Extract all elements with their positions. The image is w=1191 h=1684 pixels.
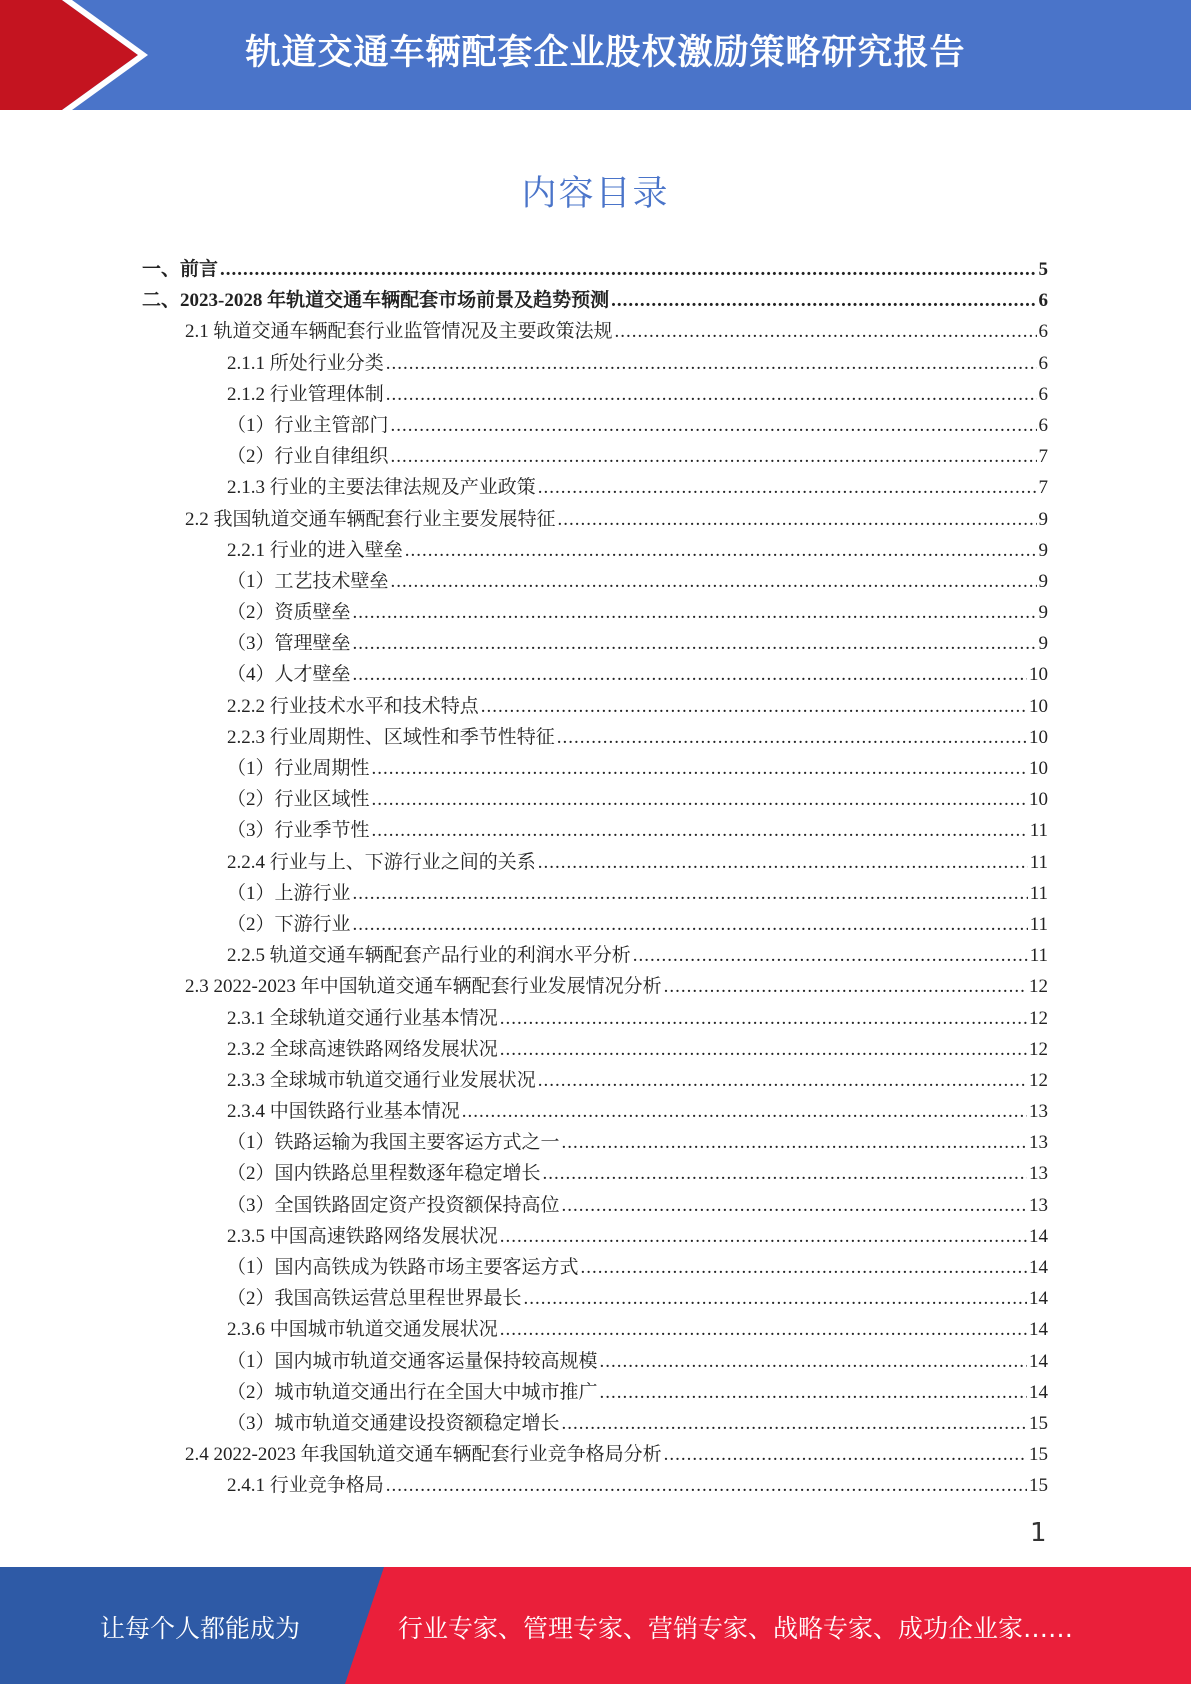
toc-entry-title: （2）行业区域性 (227, 789, 370, 811)
toc-entry-title: （1）行业主管部门 (227, 414, 389, 436)
toc-entry-page: 13 (1029, 1101, 1048, 1123)
toc-entry-title: 2.3.6 中国城市轨道交通发展状况 (227, 1319, 498, 1341)
toc-dot-leader (405, 535, 1037, 566)
page-footer (0, 1567, 1191, 1684)
toc-entry-title: 2.3.4 中国铁路行业基本情况 (227, 1101, 460, 1123)
toc-entry-title: （1）国内城市轨道交通客运量保持较高规模 (227, 1350, 598, 1372)
toc-entry[interactable] (142, 1158, 1048, 1189)
toc-dot-leader (664, 1439, 1027, 1470)
toc-entry[interactable] (142, 1408, 1048, 1439)
toc-entry-page: 9 (1038, 633, 1048, 655)
toc-entry-page: 6 (1038, 290, 1048, 312)
toc-dot-leader (524, 1283, 1027, 1314)
toc-entry-page: 11 (1029, 882, 1048, 904)
toc-entry-title: （3）全国铁路固定资产投资额保持高位 (227, 1194, 560, 1216)
toc-dot-leader (353, 597, 1037, 628)
toc-entry-page: 12 (1029, 1038, 1048, 1060)
toc-entry-title: （2）城市轨道交通出行在全国大中城市推广 (227, 1381, 598, 1403)
toc-entry-title: （1）行业周期性 (227, 758, 370, 779)
toc-entry-page: 10 (1029, 664, 1048, 686)
toc-entry-page: 13 (1029, 1194, 1048, 1216)
toc-entry-title: （3）行业季节性 (227, 820, 370, 842)
toc-entry-page: 11 (1029, 945, 1048, 967)
toc-entry[interactable] (142, 1034, 1048, 1065)
toc-entry-page: 11 (1029, 820, 1048, 842)
toc-dot-leader (386, 348, 1037, 379)
toc-entry[interactable] (142, 1470, 1048, 1501)
toc-entry[interactable] (142, 659, 1048, 690)
toc-entry[interactable] (142, 753, 1048, 784)
toc-entry-title: 2.1 轨道交通车辆配套行业监管情况及主要政策法规 (185, 321, 613, 343)
toc-dot-leader (391, 566, 1037, 597)
toc-entry-page: 14 (1029, 1257, 1048, 1278)
toc-entry[interactable] (142, 379, 1048, 410)
toc-dot-leader (600, 1346, 1027, 1377)
toc-dot-leader (633, 940, 1028, 971)
toc-entry-title: （3）城市轨道交通建设投资额稳定增长 (227, 1412, 560, 1434)
toc-entry-page: 15 (1029, 1444, 1048, 1466)
toc-entry[interactable] (142, 472, 1048, 503)
toc-entry[interactable] (142, 940, 1048, 971)
toc-entry-title: （1）铁路运输为我国主要客运方式之一 (227, 1132, 560, 1154)
toc-entry-page: 6 (1038, 383, 1048, 405)
toc-entry-page: 12 (1029, 976, 1048, 998)
toc-entry-title: 2.4 2022-2023 年我国轨道交通车辆配套行业竞争格局分析 (185, 1444, 662, 1466)
toc-dot-leader (372, 753, 1027, 784)
toc-entry[interactable] (142, 847, 1048, 878)
toc-entry-title: 2.2.2 行业技术水平和技术特点 (227, 695, 479, 717)
toc-dot-leader (538, 847, 1028, 878)
toc-entry-page: 6 (1038, 352, 1048, 374)
toc-entry[interactable] (142, 1221, 1048, 1252)
toc-dot-leader (372, 815, 1028, 846)
toc-entry-title: （4）人才壁垒 (227, 664, 351, 686)
toc-entry-title: 2.2.3 行业周期性、区域性和季节性特征 (227, 726, 555, 748)
toc-dot-leader (562, 1408, 1027, 1439)
toc-entry-page: 10 (1029, 695, 1048, 717)
toc-entry-page: 5 (1038, 259, 1048, 280)
toc-dot-leader (664, 971, 1027, 1002)
toc-entry[interactable] (142, 1377, 1048, 1408)
toc-entry[interactable] (142, 1096, 1048, 1127)
toc-entry-title: 2.2 我国轨道交通车辆配套行业主要发展特征 (185, 508, 556, 530)
toc-entry-title: 2.3 2022-2023 年中国轨道交通车辆配套行业发展情况分析 (185, 976, 662, 998)
toc-entry-title: （2）行业自律组织 (227, 446, 389, 468)
toc-entry-title: 一、前言 (142, 259, 219, 280)
toc-dot-leader (386, 379, 1037, 410)
toc-entry[interactable] (142, 348, 1048, 379)
toc-entry-page: 14 (1029, 1381, 1048, 1403)
toc-entry-page: 14 (1029, 1225, 1048, 1247)
page-number: 1 (1030, 1518, 1047, 1548)
toc-entry-title: （3）管理壁垒 (227, 633, 351, 655)
toc-entry[interactable] (142, 1283, 1048, 1314)
toc-entry-page: 12 (1029, 1007, 1048, 1029)
toc-dot-leader (500, 1034, 1027, 1065)
toc-entry-page: 10 (1029, 726, 1048, 748)
toc-entry-page: 10 (1029, 789, 1048, 811)
toc-entry-title: （1）上游行业 (227, 882, 351, 904)
toc-dot-leader (581, 1252, 1027, 1283)
toc-entry-page: 15 (1029, 1412, 1048, 1434)
toc-entry-title: 2.4.1 行业竞争格局 (227, 1475, 384, 1497)
toc-entry[interactable] (142, 254, 1048, 285)
toc-dot-leader (353, 909, 1028, 940)
toc-entry[interactable] (142, 1439, 1048, 1470)
toc-dot-leader (353, 659, 1027, 690)
toc-entry-page: 13 (1029, 1163, 1048, 1185)
toc-entry[interactable] (142, 597, 1048, 628)
toc-entry[interactable] (142, 878, 1048, 909)
toc-entry[interactable] (142, 1346, 1048, 1377)
toc-entry-title: 2.1.2 行业管理体制 (227, 383, 384, 405)
toc-dot-leader (600, 1377, 1027, 1408)
toc-entry-title: 二、2023-2028 年轨道交通车辆配套市场前景及趋势预测 (142, 290, 610, 312)
report-title: 轨道交通车辆配套企业股权激励策略研究报告 (245, 33, 966, 73)
toc-entry[interactable] (142, 1252, 1048, 1283)
toc-entry-title: 2.3.3 全球城市轨道交通行业发展状况 (227, 1069, 536, 1091)
toc-dot-leader (500, 1314, 1027, 1345)
toc-dot-leader (557, 722, 1027, 753)
toc-entry-title: 2.1.1 所处行业分类 (227, 352, 384, 374)
toc-entry-title: 2.3.2 全球高速铁路网络发展状况 (227, 1038, 498, 1060)
toc-entry[interactable] (142, 1190, 1048, 1221)
toc-entry-page: 9 (1038, 539, 1048, 561)
toc-dot-leader (391, 441, 1037, 472)
toc-entry-page: 11 (1029, 913, 1048, 935)
toc-entry-page: 11 (1029, 851, 1048, 873)
toc-entry[interactable] (142, 1003, 1048, 1034)
toc-entry-title: 2.3.5 中国高速铁路网络发展状况 (227, 1225, 498, 1247)
toc-entry[interactable] (142, 566, 1048, 597)
toc-entry-page: 6 (1038, 321, 1048, 343)
toc-entry[interactable] (142, 909, 1048, 940)
toc-dot-leader (220, 254, 1036, 285)
toc-dot-leader (538, 472, 1037, 503)
toc-entry[interactable] (142, 535, 1048, 566)
toc-dot-leader (391, 410, 1037, 441)
toc-entry-title: 2.2.5 轨道交通车辆配套产品行业的利润水平分析 (227, 945, 631, 967)
toc-entry-page: 9 (1038, 602, 1048, 624)
toc-entry[interactable] (142, 1314, 1048, 1345)
toc-entry[interactable] (142, 815, 1048, 846)
toc-entry[interactable] (142, 441, 1048, 472)
toc-entry[interactable] (142, 1065, 1048, 1096)
table-of-contents (142, 254, 1048, 1502)
toc-entry-title: （1）工艺技术壁垒 (227, 570, 389, 592)
footer-slogan-right: 行业专家、管理专家、营销专家、战略专家、成功企业家…… (398, 1614, 1074, 1643)
toc-entry[interactable] (142, 504, 1048, 535)
toc-entry-page: 14 (1029, 1350, 1048, 1372)
toc-entry-title: （2）资质壁垒 (227, 602, 351, 624)
toc-entry[interactable] (142, 1127, 1048, 1158)
toc-entry-page: 9 (1038, 508, 1048, 530)
footer-slogan-left: 让每个人都能成为 (99, 1614, 300, 1643)
toc-heading: 内容目录 (521, 174, 670, 214)
toc-entry-page: 7 (1038, 446, 1048, 468)
toc-entry-page: 14 (1029, 1288, 1048, 1310)
toc-dot-leader (543, 1158, 1027, 1189)
toc-entry-title: 2.2.1 行业的进入壁垒 (227, 539, 403, 561)
toc-dot-leader (538, 1065, 1027, 1096)
toc-dot-leader (562, 1127, 1027, 1158)
toc-entry-title: （2）国内铁路总里程数逐年稳定增长 (227, 1163, 541, 1185)
toc-entry-title: 2.1.3 行业的主要法律法规及产业政策 (227, 477, 536, 499)
toc-entry[interactable] (142, 784, 1048, 815)
toc-dot-leader (562, 1190, 1027, 1221)
page-header (0, 0, 1191, 110)
toc-entry-page: 7 (1038, 477, 1048, 499)
toc-dot-leader (481, 691, 1027, 722)
toc-dot-leader (500, 1221, 1027, 1252)
toc-entry-title: （2）下游行业 (227, 913, 351, 935)
toc-dot-leader (558, 504, 1037, 535)
toc-entry[interactable] (142, 691, 1048, 722)
toc-entry-page: 6 (1038, 414, 1048, 436)
toc-entry-title: （2）我国高铁运营总里程世界最长 (227, 1288, 522, 1310)
toc-dot-leader (353, 628, 1037, 659)
toc-entry-page: 14 (1029, 1319, 1048, 1341)
toc-entry-title: 2.3.1 全球轨道交通行业基本情况 (227, 1007, 498, 1029)
toc-entry-page: 13 (1029, 1132, 1048, 1154)
toc-entry[interactable] (142, 971, 1048, 1002)
toc-entry[interactable] (142, 628, 1048, 659)
toc-entry[interactable] (142, 316, 1048, 347)
toc-dot-leader (386, 1470, 1027, 1501)
toc-dot-leader (615, 316, 1037, 347)
toc-entry-title: （1）国内高铁成为铁路市场主要客运方式 (227, 1257, 579, 1278)
toc-entry[interactable] (142, 722, 1048, 753)
toc-entry-page: 12 (1029, 1069, 1048, 1091)
toc-dot-leader (353, 878, 1028, 909)
toc-entry-page: 15 (1029, 1475, 1048, 1497)
toc-entry-page: 10 (1029, 758, 1048, 779)
toc-entry-title: 2.2.4 行业与上、下游行业之间的关系 (227, 851, 536, 873)
toc-entry-page: 9 (1038, 570, 1048, 592)
toc-dot-leader (462, 1096, 1027, 1127)
toc-dot-leader (611, 285, 1036, 316)
toc-entry[interactable] (142, 410, 1048, 441)
toc-dot-leader (500, 1003, 1027, 1034)
toc-entry[interactable] (142, 285, 1048, 316)
toc-dot-leader (372, 784, 1027, 815)
